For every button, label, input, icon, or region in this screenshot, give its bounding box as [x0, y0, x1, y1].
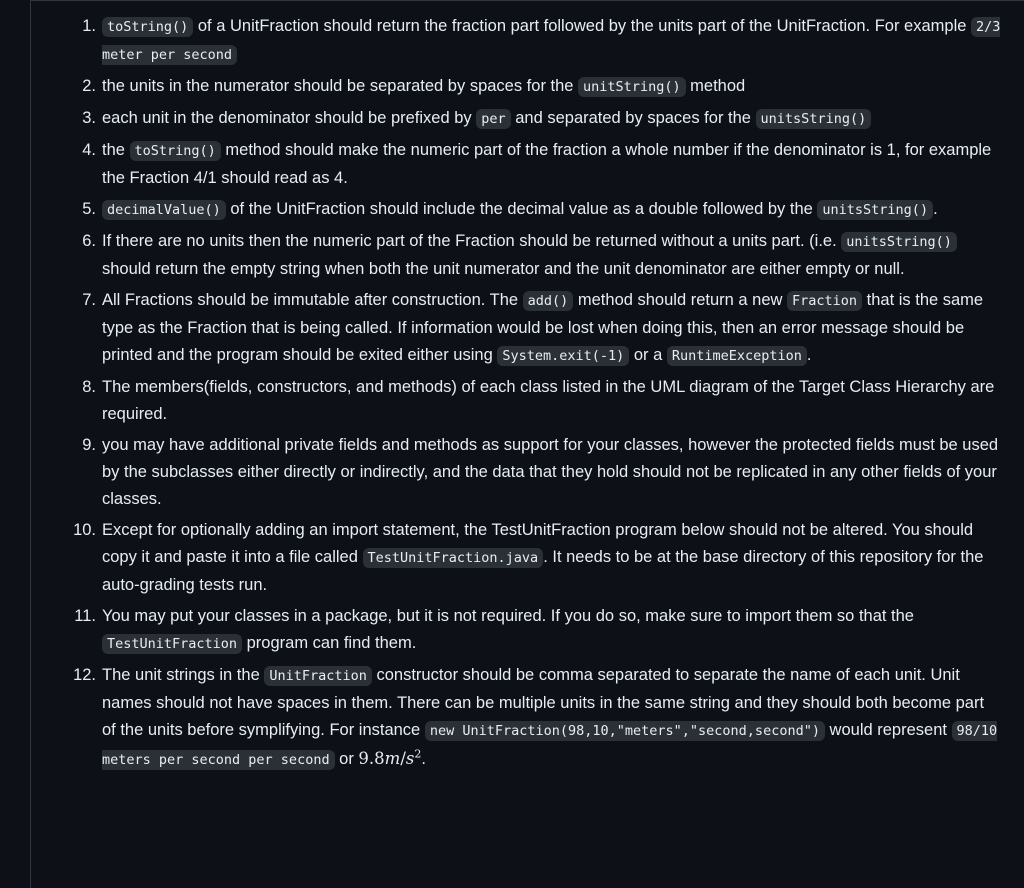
list-text: Except for optionally adding an import statement, the TestUnitFraction program below should not be altered. You should copy it and paste it into a file called	[102, 521, 974, 566]
list-number: 4.	[82, 141, 96, 159]
list-item	[82, 228, 1002, 283]
list-text: or a	[629, 346, 667, 364]
inline-code: unitsString()	[817, 200, 933, 220]
list-item	[82, 13, 1002, 69]
list-text: .	[421, 750, 426, 768]
inline-code: per	[476, 109, 510, 129]
inline-code: new UnitFraction(98,10,"meters","second,second")	[425, 721, 825, 741]
math-unit-m: m	[384, 749, 401, 768]
list-text: and separated by spaces for the	[510, 109, 756, 127]
list-text: of a UnitFraction should return the fraction part followed by the units part of the UnitFraction. For example	[193, 17, 971, 35]
list-item	[74, 603, 1002, 658]
inline-code: 98/10 meters per second per second	[102, 723, 998, 768]
math-unit-s: s	[405, 749, 415, 768]
list-text: method should make the numeric part of the fraction a whole number if the denominator is 1, for example the Fraction 4/1 should read as 4.	[102, 141, 992, 187]
list-item	[82, 73, 1002, 101]
list-number: 7.	[82, 291, 96, 309]
list-text: the	[102, 141, 130, 159]
list-item	[82, 432, 1002, 513]
list-number: 6.	[82, 232, 96, 250]
list-text: .	[806, 346, 812, 364]
list-item	[82, 105, 1002, 133]
list-text: you may have additional private fields and methods as support for your classes, however the protected fields must be used by the subclasses either directly or indirectly, and the data that they hold should not be replicated in any other fields of your classes.	[102, 436, 999, 508]
inline-code: unitString()	[578, 77, 686, 97]
list-text: of the UnitFraction should include the decimal value as a double followed by the	[225, 200, 818, 218]
inline-code: decimalValue()	[102, 200, 226, 220]
list-text: the units in the numerator should be separated by spaces for the	[102, 77, 579, 95]
list-item	[82, 196, 1002, 224]
inline-code: TestUnitFraction	[102, 634, 242, 654]
list-number: 8.	[82, 378, 96, 396]
list-number: 1.	[82, 17, 96, 35]
list-text: should return the empty string when both the unit numerator and the unit denominator are either empty or null.	[102, 260, 905, 278]
list-text: . It needs to be at the base directory of this repository for the auto-grading tests run.	[102, 548, 984, 594]
math-slash: /	[400, 749, 406, 768]
list-text: constructor should be comma separated to separate the name of each unit. Unit names should not have spaces in them. There can be multiple units in the same string and they should both become part of the units before symplifying. For instance	[102, 666, 985, 739]
list-item	[73, 662, 1002, 774]
inline-code: System.exit(-1)	[497, 346, 629, 366]
inline-code: RuntimeException	[667, 346, 807, 366]
inline-code: UnitFraction	[264, 666, 372, 686]
inline-code: 2/3 meter per second	[102, 19, 1001, 63]
requirements-list	[73, 13, 1002, 778]
list-text: You may put your classes in a package, but it is not required. If you do so, make sure to import them so that the	[102, 607, 914, 625]
list-item	[82, 137, 1002, 192]
inline-code: toString()	[130, 141, 221, 161]
list-text: would represent	[824, 721, 952, 739]
inline-code: toString()	[102, 17, 193, 37]
list-text: All Fractions should be immutable after construction. The	[102, 291, 523, 309]
list-text: If there are no units then the numeric part of the Fraction should be returned without a units part. (i.e.	[102, 232, 842, 250]
list-number: 9.	[82, 436, 96, 454]
math-number: 9.8	[358, 749, 385, 768]
list-number: 3.	[82, 109, 96, 127]
list-text: each unit in the denominator should be prefixed by	[102, 109, 477, 127]
inline-code: Fraction	[787, 291, 862, 311]
list-text: method should return a new	[573, 291, 788, 309]
list-number: 11.	[74, 607, 96, 625]
list-number: 2.	[82, 77, 96, 95]
list-text: that is the same type as the Fraction that is being called. If information would be lost when doing this, then an error message should be printed and the program should be exited either using	[102, 291, 984, 364]
list-text: method	[685, 77, 746, 95]
math-expression	[358, 749, 421, 768]
list-text: The members(fields, constructors, and methods) of each class listed in the UML diagram of the Target Class Hierarchy are required.	[102, 378, 995, 423]
list-text: .	[933, 200, 938, 218]
list-number: 10.	[73, 521, 96, 539]
math-exponent: 2	[414, 747, 422, 761]
list-text: program can find them.	[242, 634, 417, 652]
inline-code: add()	[523, 291, 574, 311]
list-text: The unit strings in the	[102, 666, 265, 684]
inline-code: unitsString()	[841, 232, 957, 252]
list-text: or	[334, 750, 359, 768]
list-item	[82, 287, 1002, 370]
inline-code: TestUnitFraction.java	[363, 548, 544, 568]
inline-code: unitsString()	[756, 109, 872, 129]
list-number: 5.	[82, 200, 96, 218]
list-item	[82, 374, 1002, 428]
list-item	[73, 517, 1002, 599]
list-number: 12.	[73, 666, 96, 684]
